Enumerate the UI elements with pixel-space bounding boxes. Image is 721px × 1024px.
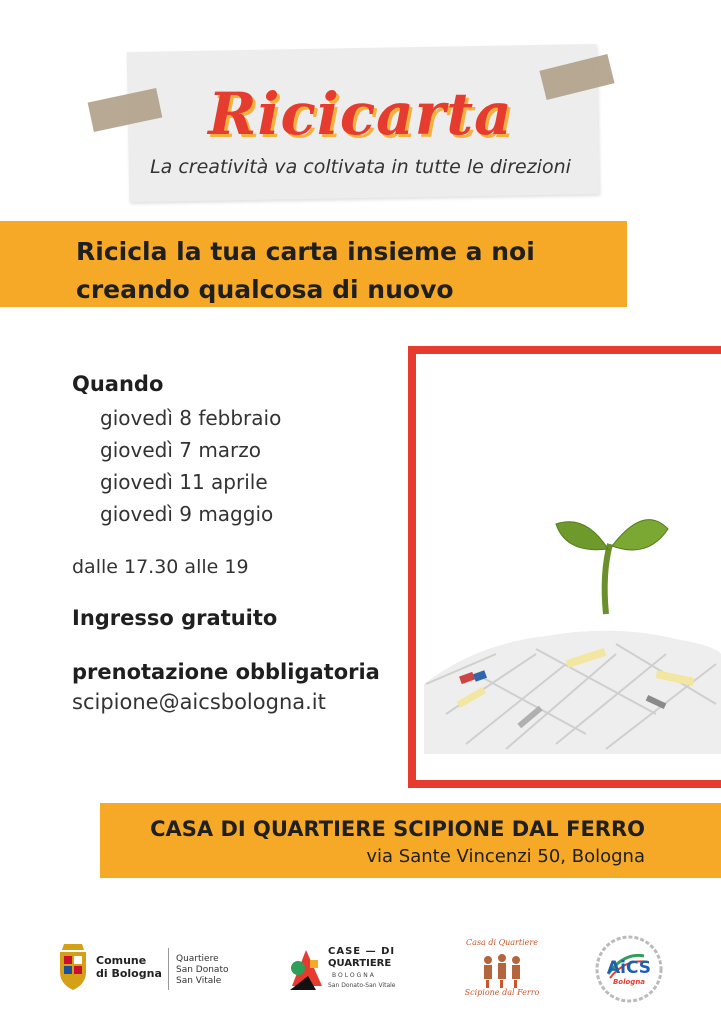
headline [76, 233, 535, 309]
scipione-text-bottom: Scipione dal Ferro [464, 988, 540, 997]
scipione-text-top: Casa di Quartiere [466, 938, 538, 947]
free-entry: Ingresso gratuito [72, 606, 278, 630]
comune-line-1: Comune [96, 954, 147, 967]
time-range: dalle 17.30 alle 19 [72, 556, 249, 578]
logo-separator [168, 948, 169, 990]
case-di-quartiere-logo [288, 946, 398, 994]
crest-icon [56, 940, 90, 992]
seedling-paper-image [416, 354, 721, 788]
quartiere-line-2: San Donato [176, 965, 229, 975]
event-info [72, 372, 402, 714]
headline-line-2: creando qualcosa di nuovo [76, 275, 454, 304]
case-mark-icon [288, 946, 324, 992]
aics-bologna-logo [594, 934, 664, 1004]
scipione-logo [462, 936, 542, 1004]
comune-line-2: di Bologna [96, 967, 162, 980]
case-line-3: BOLOGNA [332, 972, 376, 979]
event-title: Ricicarta [208, 80, 513, 148]
booking-email[interactable]: scipione@aicsbologna.it [72, 690, 326, 714]
case-line-1: CASE — DI [328, 946, 396, 957]
event-subtitle: La creatività va coltivata in tutte le direzioni [150, 156, 571, 178]
date-item: giovedì 9 maggio [100, 502, 274, 526]
venue-name: CASA DI QUARTIERE SCIPIONE DAL FERRO [150, 817, 645, 841]
comune-name [96, 954, 162, 980]
aics-city: Bologna [612, 978, 646, 986]
case-line-2: QUARTIERE [328, 958, 392, 969]
venue-address: via Sante Vincenzi 50, Bologna [366, 846, 645, 867]
quartiere-name [176, 954, 228, 987]
dates-list [100, 402, 402, 530]
quartiere-line-1: Quartiere [176, 954, 219, 964]
date-item: giovedì 8 febbraio [100, 406, 282, 430]
comune-bologna-logo [56, 940, 246, 996]
when-label: Quando [72, 372, 164, 396]
sponsor-logos [0, 930, 721, 1010]
date-item: giovedì 7 marzo [100, 438, 262, 462]
booking-label: prenotazione obbligatoria [72, 660, 380, 684]
aics-name: AiCS [606, 958, 652, 978]
case-line-4: San Donato-San Vitale [328, 982, 396, 989]
photo-frame [408, 346, 721, 788]
date-item: giovedì 11 aprile [100, 470, 268, 494]
headline-line-1: Ricicla la tua carta insieme a noi [76, 237, 535, 266]
quartiere-line-3: San Vitale [176, 976, 222, 986]
